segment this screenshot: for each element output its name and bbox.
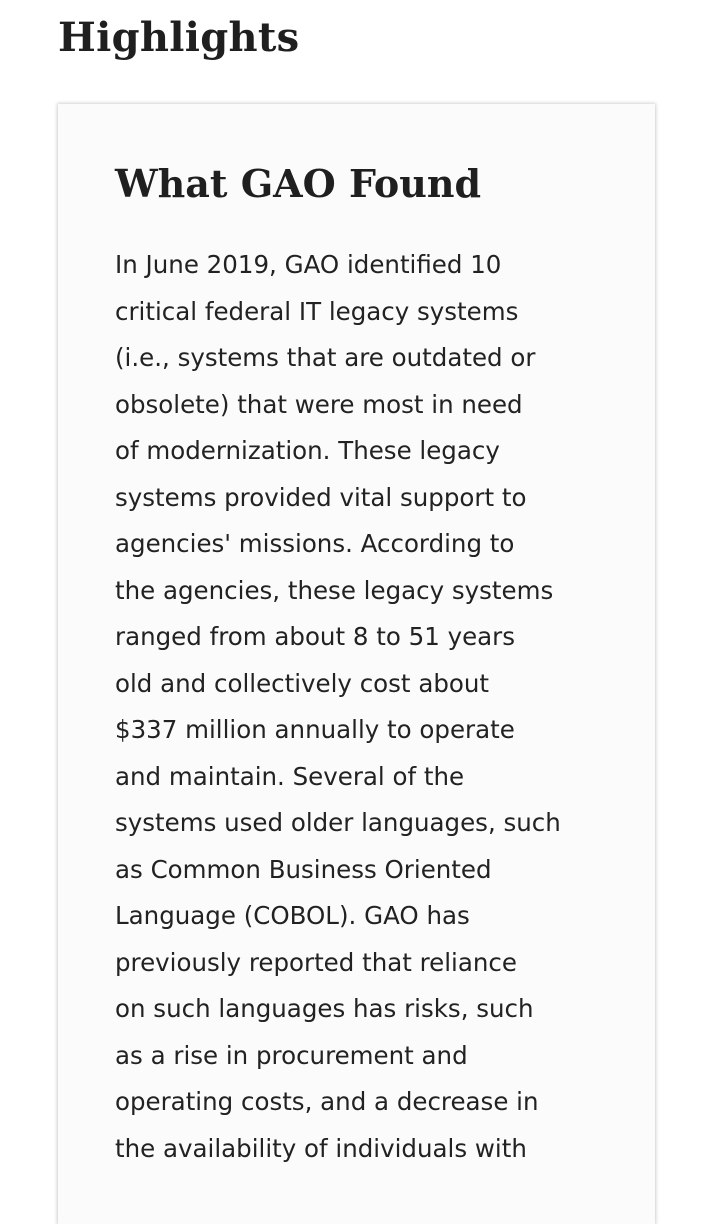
body-line: systems used older languages, such — [115, 808, 561, 837]
body-line: agencies' missions. According to — [115, 529, 515, 558]
body-line: critical federal IT legacy systems — [115, 296, 519, 326]
body-line: as Common Business Oriented — [115, 854, 492, 884]
body-line: ranged from about 8 to 51 years — [115, 622, 516, 651]
body-line: on such languages has risks, such — [115, 994, 534, 1023]
body-line: the availability of individuals with — [115, 1133, 527, 1163]
body-line: previously reported that reliance — [115, 947, 517, 977]
card-heading: What GAO Found — [115, 161, 482, 206]
card-body-text — [115, 242, 561, 1172]
body-line: In June 2019, GAO identified 10 — [115, 250, 502, 279]
body-line: systems provided vital support to — [115, 482, 527, 512]
body-line: as a rise in procurement and — [115, 1040, 468, 1070]
body-line: and maintain. Several of the — [115, 761, 465, 791]
body-line: old and collectively cost about — [115, 668, 490, 698]
body-line: obsolete) that were most in need — [115, 389, 523, 419]
body-line: of modernization. These legacy — [115, 436, 500, 465]
body-line: Language (COBOL). GAO has — [115, 901, 470, 930]
body-line: $337 million annually to operate — [115, 715, 515, 744]
body-line: the agencies, these legacy systems — [115, 575, 554, 605]
body-line: operating costs, and a decrease in — [115, 1087, 539, 1116]
body-line: (i.e., systems that are outdated or — [115, 343, 536, 372]
highlights-card — [58, 104, 655, 1224]
page-title: Highlights — [58, 14, 300, 61]
